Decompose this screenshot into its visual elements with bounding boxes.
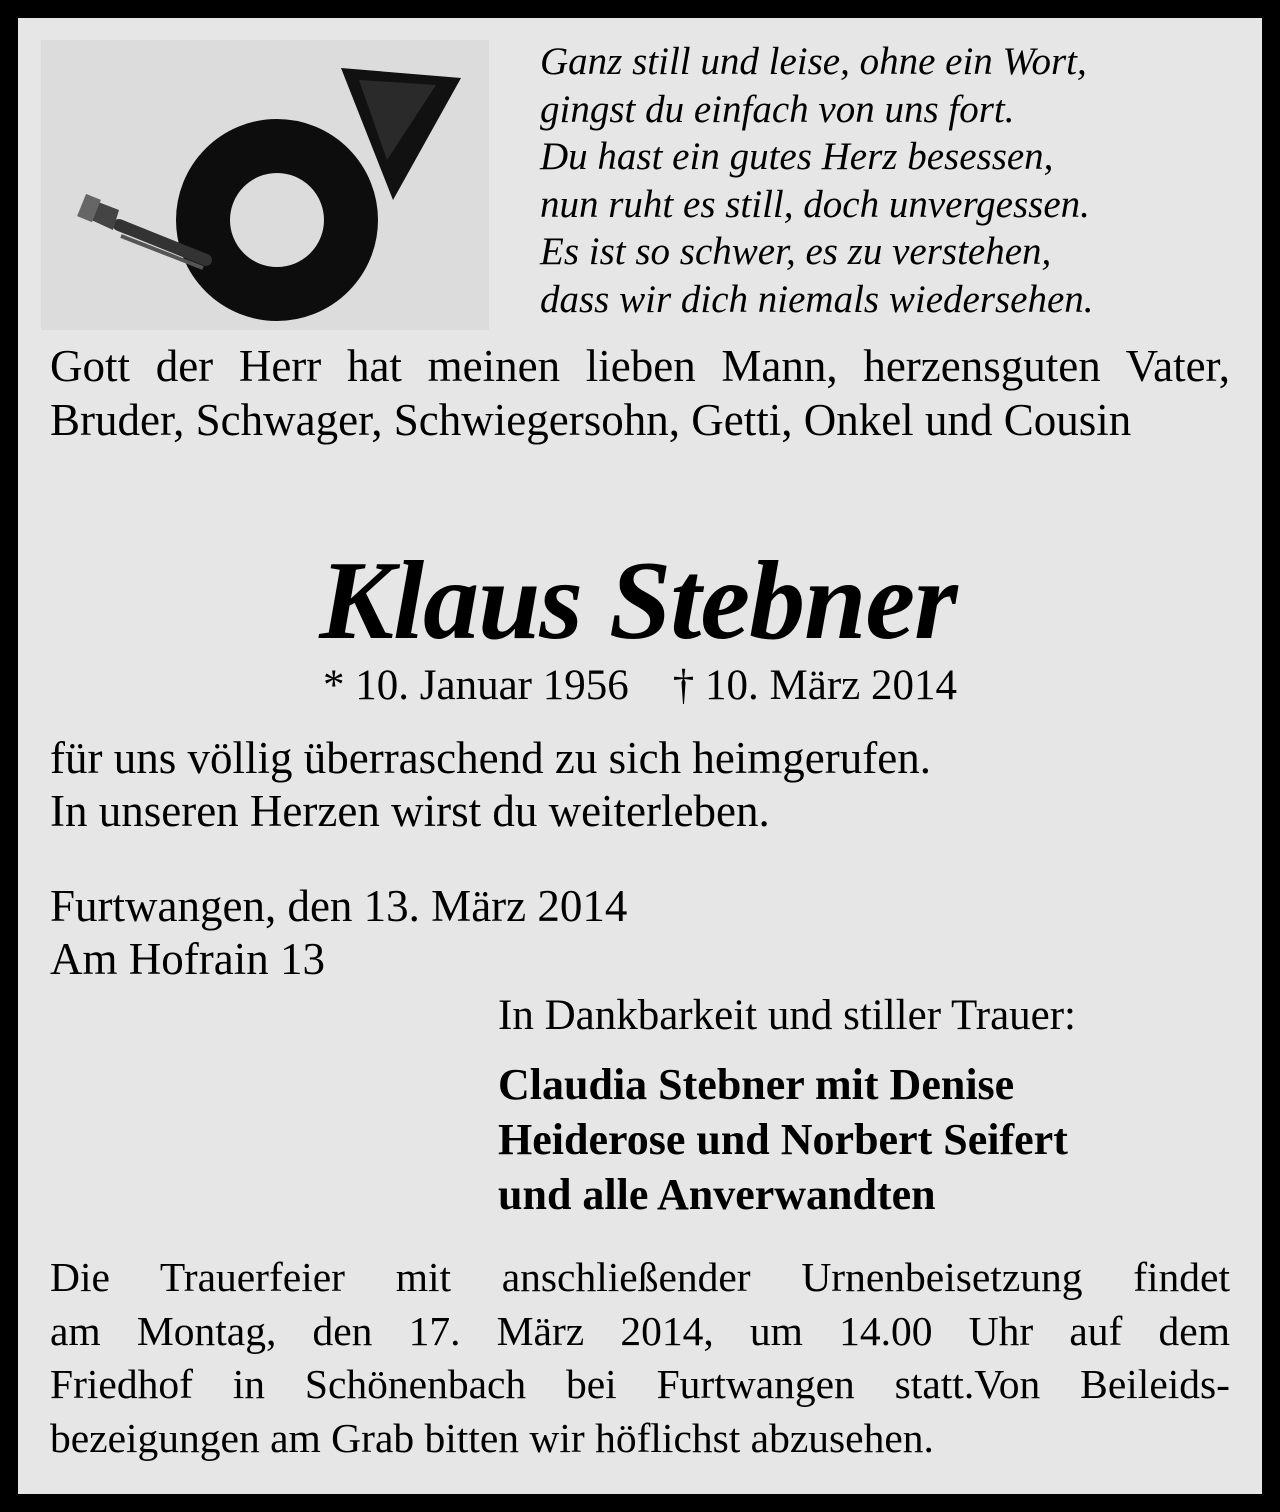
funeral-line: Friedhof in Schönenbach bei Furtwangen statt.Von Beileids- <box>50 1361 1230 1407</box>
intro-line: und Cousin <box>924 394 1132 445</box>
mourner-line: Heiderose und Norbert Seifert <box>498 1115 1068 1164</box>
mourners-list <box>498 1057 1068 1222</box>
intro-line: Gott der Herr hat meinen lieben Mann, herzensguten <box>50 341 1101 391</box>
intro-line: Vater, Bruder, Schwager, Schwiegersohn, Getti, Onkel <box>50 341 1230 445</box>
poem-line: Ganz still und leise, ohne ein Wort, <box>540 40 1087 83</box>
funeral-line: Die Trauerfeier mit anschließender Urnenbeisetzung findet <box>50 1254 1230 1300</box>
poem-line: Es ist so schwer, es zu verstehen, <box>540 230 1052 273</box>
funeral-line: bezeigungen am Grab bitten wir höflichst abzusehen. <box>50 1414 934 1461</box>
poem-line: Du hast ein gutes Herz besessen, <box>540 135 1054 178</box>
called-home-line: für uns völlig überraschend zu sich heimgerufen. <box>50 733 931 783</box>
poem <box>540 38 1240 323</box>
mourners-heading: In Dankbarkeit und stiller Trauer: <box>498 992 1077 1039</box>
funeral-line: am Montag, den 17. März 2014, um 14.00 Uhr auf dem <box>50 1307 1230 1354</box>
life-dates <box>18 658 1262 714</box>
death-date: † 10. März 2014 <box>672 662 957 709</box>
poem-line: dass wir dich niemals wiedersehen. <box>540 277 1094 321</box>
intro-text <box>50 340 1230 447</box>
posthorn-emblem <box>41 40 489 330</box>
deceased-name: Klaus Stebner <box>319 539 957 663</box>
obituary-notice <box>18 18 1262 1494</box>
mourner-line: und alle Anverwandten <box>498 1170 936 1219</box>
city-date: Furtwangen, den 13. März 2014 <box>50 881 628 931</box>
place-and-date <box>50 880 1230 986</box>
funeral-info <box>50 1251 1230 1465</box>
poem-line: nun ruht es still, doch unvergessen. <box>540 182 1090 226</box>
poem-line: gingst du einfach von uns fort. <box>540 87 1015 131</box>
mourner-line: Claudia Stebner mit Denise <box>498 1060 1015 1109</box>
birth-date: * 10. Januar 1956 <box>323 662 629 709</box>
posthorn-icon <box>41 40 489 330</box>
called-home-line: In unseren Herzen wirst du weiterleben. <box>50 786 770 836</box>
address: Am Hofrain 13 <box>50 934 325 984</box>
called-home-text <box>50 732 1230 838</box>
